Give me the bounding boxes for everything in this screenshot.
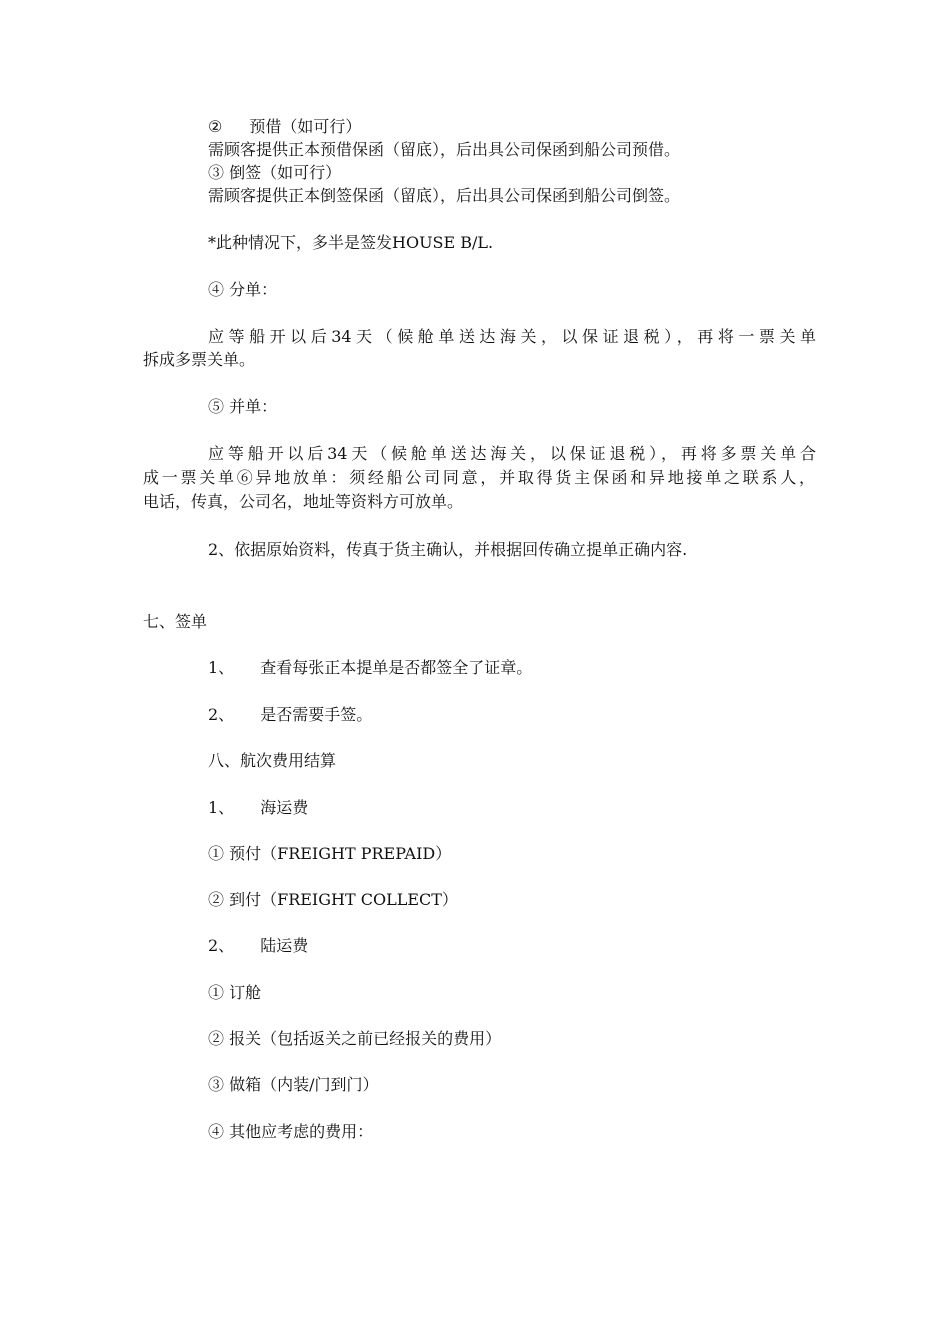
item-4-heading: ④ 分单：	[208, 280, 278, 299]
section-7-item-1-text: 查看每张正本提单是否都签全了证章。	[260, 658, 533, 677]
section-8-item-2-text: 陆运费	[260, 936, 309, 955]
section-8-item-1	[208, 797, 308, 819]
section-7-item-1	[208, 657, 532, 679]
section-8-heading: 八、航次费用结算	[208, 751, 337, 770]
section-8-item-1-text: 海运费	[260, 798, 309, 817]
point-2-text: 2、依据原始资料，传真于货主确认，并根据回传确立提单正确内容.	[208, 540, 688, 559]
item-2-heading	[208, 116, 361, 138]
section-8-item-2-number: 2、	[208, 936, 235, 955]
section-7-heading: 七、签单	[143, 612, 208, 631]
freight-collect-item: ② 到付（FREIGHT COLLECT）	[208, 890, 458, 909]
house-bl-note: *此种情况下，多半是签发HOUSE B/L.	[208, 233, 494, 252]
item-2-description: 需顾客提供正本预借保函（留底），后出具公司保函到船公司预借。	[208, 140, 681, 159]
customs-declaration-item: ② 报关（包括返关之前已经报关的费用）	[208, 1029, 502, 1048]
item-4-description-line-1: 应等船开以后34天（候舱单送达海关，以保证退税），再将一票关单	[208, 327, 816, 346]
item-4-description-line-2: 拆成多票关单。	[143, 350, 256, 369]
item-5-heading: ⑤ 并单：	[208, 397, 278, 416]
item-2-number: ②	[208, 117, 223, 136]
section-7-item-2-number: 2、	[208, 705, 235, 724]
section-7-item-2	[208, 704, 372, 726]
section-7-item-1-number: 1、	[208, 658, 235, 677]
item-3-description: 需顾客提供正本倒签保函（留底），后出具公司保函到船公司倒签。	[208, 186, 681, 205]
section-7-item-2-text: 是否需要手签。	[260, 705, 373, 724]
section-8-item-1-number: 1、	[208, 798, 235, 817]
other-fees-item: ④ 其他应考虑的费用：	[208, 1122, 374, 1141]
item-5-description-line-3: 电话，传真，公司名，地址等资料方可放单。	[143, 492, 464, 511]
section-8-item-2	[208, 935, 308, 957]
item-5-description-line-2: 成一票关单⑥异地放单：须经船公司同意，并取得货主保函和异地接单之联系人，	[143, 468, 815, 487]
item-3-heading: ③ 倒签（如可行）	[208, 163, 342, 182]
freight-prepaid-item: ① 预付（FREIGHT PREPAID）	[208, 844, 452, 863]
booking-item: ① 订舱	[208, 983, 262, 1002]
container-stuffing-item: ③ 做箱（内装/门到门）	[208, 1075, 379, 1094]
item-5-description-line-1: 应等船开以后34天（候舱单送达海关，以保证退税），再将多票关单合	[208, 444, 816, 463]
item-2-title: 预借（如可行）	[249, 117, 362, 136]
